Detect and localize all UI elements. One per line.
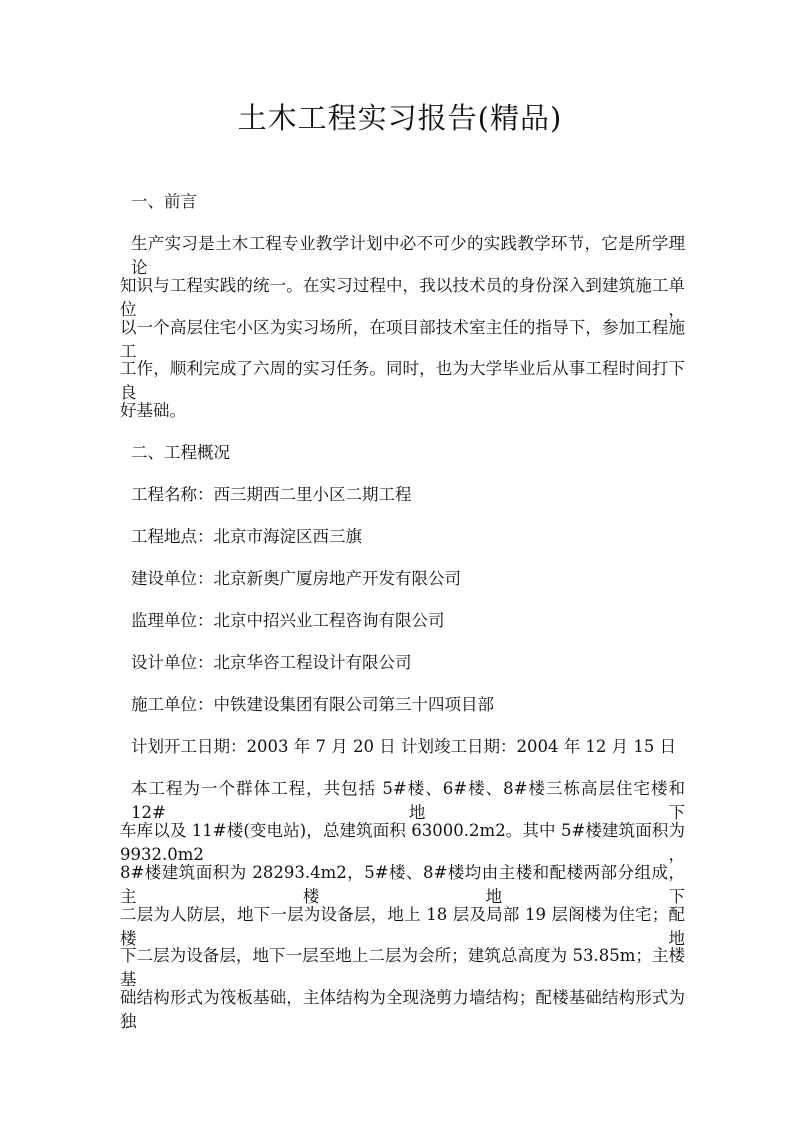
paragraph-line: 知识与工程实践的统一。在实习过程中，我以技术员的身份深入到建筑施工单位，	[120, 276, 685, 319]
paragraph-line: 工作，顺利完成了六周的实习任务。同时，也为大学毕业后从事工程时间打下良	[120, 359, 685, 402]
design-unit: 设计单位：北京华咨工程设计有限公司	[131, 653, 412, 672]
document-title: 土木工程实习报告(精品)	[237, 101, 563, 135]
construction-owner: 建设单位：北京新奥广厦房地产开发有限公司	[131, 569, 461, 588]
paragraph-line: 生产实习是土木工程专业教学计划中必不可少的实践教学环节，它是所学理论	[131, 234, 685, 277]
supervision-unit: 监理单位：北京中招兴业工程咨询有限公司	[131, 611, 445, 630]
section-heading-overview: 二、工程概况	[131, 443, 230, 462]
paragraph-line: 好基础。	[120, 401, 186, 420]
paragraph-line: 本工程为一个群体工程，共包括 5#楼、6#楼、8#楼三栋高层住宅楼和 12#地下	[131, 779, 685, 822]
paragraph-line: 下二层为设备层，地下一层至地上二层为会所；建筑总高度为 53.85m；主楼基	[120, 946, 685, 989]
section-heading-preface: 一、前言	[131, 192, 197, 211]
contractor-unit: 施工单位：中铁建设集团有限公司第三十四项目部	[131, 695, 494, 714]
project-location: 工程地点：北京市海淀区西三旗	[131, 527, 362, 546]
project-name: 工程名称：西三期西二里小区二期工程	[131, 485, 412, 504]
paragraph-line: 二层为人防层，地下一层为设备层，地上 18 层及局部 19 层阁楼为住宅；配楼地	[120, 905, 685, 948]
paragraph-line: 以一个高层住宅小区为实习场所，在项目部技术室主任的指导下，参加工程施工	[120, 318, 685, 361]
paragraph-line: 础结构形式为筏板基础，主体结构为全现浇剪力墙结构；配楼基础结构形式为独	[120, 988, 685, 1031]
paragraph-line: 车库以及 11#楼(变电站)，总建筑面积 63000.2m2。其中 5#楼建筑面积为 9932.0m2，	[120, 821, 685, 864]
schedule-dates: 计划开工日期：2003 年 7 月 20 日 计划竣工日期：2004 年 12 月 15 日	[131, 737, 677, 756]
paragraph-line: 8#楼建筑面积为 28293.4m2，5#楼、8#楼均由主楼和配楼两部分组成，主楼地下	[120, 863, 685, 906]
